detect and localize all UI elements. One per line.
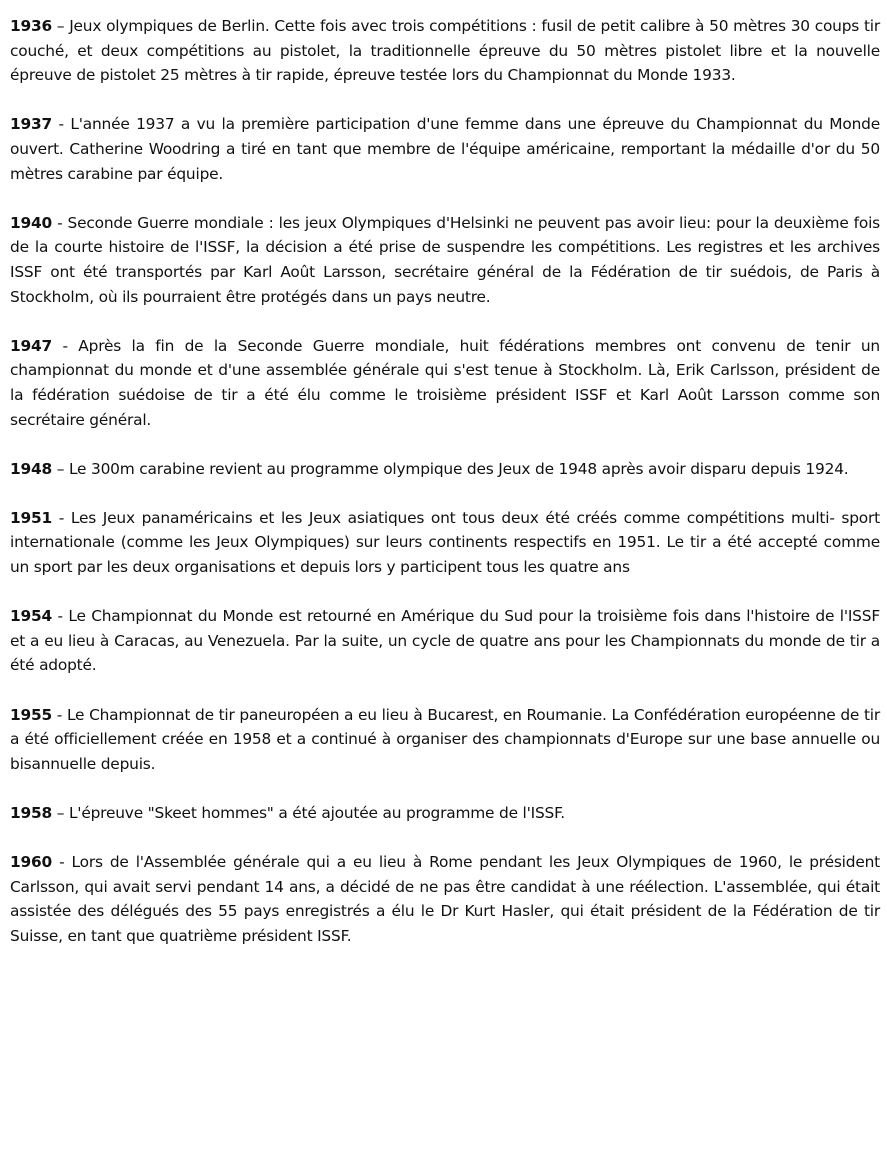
entry-separator: – [52,804,69,822]
entry-text: L'épreuve "Skeet hommes" a été ajoutée au programme de l'ISSF. [68,804,565,822]
entry-text: Après la fin de la Seconde Guerre mondiale, huit fédérations membres ont convenu de tenir un championnat du monde et d'une assemblée générale qui s'est tenue à Stockholm. Là, Erik Carlsson, président de la fédération suédoise de tir a été élu comme le troisième président ISSF et Karl Août Larsson comme son secrétaire général. [10,336,880,429]
entry-text: Le Championnat de tir paneuropéen a eu lieu à Bucarest, en Roumanie. La Confédération européenne de tir a été officiellement créée en 1958 et a continué à organiser des championnats d'Europe sur une base annuelle ou bisannuelle depuis. [10,705,880,773]
entry-separator: - [52,607,69,626]
entry-separator: - [52,705,67,724]
entry-separator: - [52,115,71,134]
history-entry-1937 [10,112,880,186]
document-page [10,14,880,973]
entry-separator: - [52,336,79,355]
entry-year: 1948 [10,459,53,478]
entry-text: Les Jeux panaméricains et les Jeux asiatiques ont tous deux été créés comme compétitions multi- sport internationale (comme les Jeux Olympiques) sur leurs continents respectifs en 1951. Le tir a été accepté comme un sport par les deux organisations et depuis lors y participent tous les quatre ans [10,508,880,577]
entry-year: 1940 [10,213,53,232]
entry-year: 1960 [10,853,53,872]
entry-text: Jeux olympiques de Berlin. Cette fois avec trois compétitions : fusil de petit calibre à 50 mètres 30 coups tir couché, et deux compétitions au pistolet, la traditionnelle épreuve du 50 mètres pistolet libre et la nouvelle épreuve de pistolet 25 mètres à tir rapide, épreuve testée lors du Championnat du Monde 1933. [10,17,880,85]
history-entry-1940 [10,211,880,309]
entry-year: 1954 [10,607,53,626]
entry-text: Le 300m carabine revient au programme olympique des Jeux de 1948 après avoir disparu depuis 1924. [68,459,849,478]
entry-separator: – [52,17,70,35]
entry-year: 1955 [10,705,53,724]
entry-separator: - [52,508,71,527]
history-entry-1954 [10,604,880,678]
history-entry-1960 [10,850,880,948]
history-entry-1936 [10,14,880,88]
history-entry-1948 [10,457,880,482]
entry-separator: - [52,213,68,232]
entry-year: 1936 [10,17,53,35]
entry-year: 1947 [10,336,53,355]
history-entry-1955 [10,703,880,777]
entry-text: Le Championnat du Monde est retourné en Amérique du Sud pour la troisième fois dans l'histoire de l'ISSF et a eu lieu à Caracas, au Venezuela. Par la suite, un cycle de quatre ans pour les Championnats du monde de tir a été adopté. [10,607,880,675]
history-entry-1947 [10,334,880,432]
entry-year: 1958 [10,804,53,822]
entry-separator: – [52,459,69,478]
entry-year: 1937 [10,115,53,134]
entry-text: L'année 1937 a vu la première participation d'une femme dans une épreuve du Championnat du Monde ouvert. Catherine Woodring a tiré en tant que membre de l'équipe américaine, remportant la médaille d'or du 50 mètres carabine par équipe. [10,115,880,183]
history-entry-1951 [10,506,880,580]
entry-text: Seconde Guerre mondiale : les jeux Olympiques d'Helsinki ne peuvent pas avoir lieu: pour la deuxième fois de la courte histoire de l'ISSF, la décision a été prise de suspendre les compétitions. Les registres et les archives ISSF ont été transportés par Karl Août Larsson, secrétaire général de la Fédération de tir suédois, de Paris à Stockholm, où ils pourraient être protégés dans un pays neutre. [10,213,880,306]
history-entry-1958 [10,801,880,826]
entry-separator: - [52,853,72,872]
entry-text: Lors de l'Assemblée générale qui a eu lieu à Rome pendant les Jeux Olympiques de 1960, le président Carlsson, qui avait servi pendant 14 ans, a décidé de ne pas être candidat à une réélection. L'assemblée, qui était assistée des délégués des 55 pays enregistrés a élu le Dr Kurt Hasler, qui était président de la Fédération de tir Suisse, en tant que quatrième président ISSF. [10,853,880,945]
entry-year: 1951 [10,508,53,527]
